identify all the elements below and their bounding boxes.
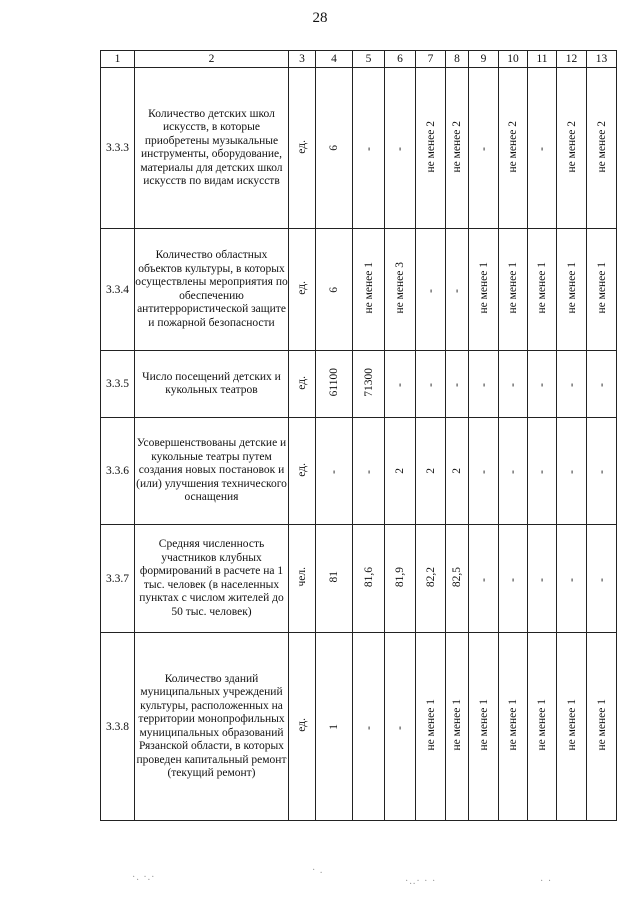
value-text: не менее 2 (595, 120, 608, 173)
value-text: 81 (328, 571, 340, 583)
value-text: 6 (328, 286, 340, 293)
value-text: - (424, 288, 437, 293)
value-text: 81,9 (394, 566, 406, 588)
table-row (101, 68, 617, 229)
value-text: 61100 (328, 368, 340, 397)
value-cell (353, 229, 385, 351)
value-cell (316, 525, 353, 633)
unit-label: ед. (296, 462, 308, 477)
unit-cell (289, 68, 316, 229)
table-row (101, 351, 617, 418)
value-text: 82,5 (451, 566, 463, 588)
value-cell (385, 418, 416, 525)
row-number: 3.3.8 (101, 633, 135, 821)
value-cell (416, 68, 446, 229)
value-cell (353, 418, 385, 525)
row-number: 3.3.7 (101, 525, 135, 633)
value-cell (469, 525, 499, 633)
value-text: - (565, 470, 578, 474)
value-cell (316, 351, 353, 418)
scan-artifact: ·. ·.· (132, 872, 156, 883)
value-cell (499, 229, 528, 351)
value-text: не менее 2 (451, 120, 463, 173)
value-text: 81,6 (362, 566, 375, 588)
value-cell (469, 351, 499, 418)
value-text: не менее 1 (536, 699, 548, 751)
value-cell (446, 68, 469, 229)
scan-artifact: · · (540, 876, 553, 887)
value-text: - (565, 383, 578, 387)
table-row (101, 525, 617, 633)
indicator-name: Средняя численность участников клубных формирований в расчете на 1 тыс. человек (в населенных пунктах с числом жителей до 50 тыс. человек) (135, 525, 289, 633)
value-text: - (362, 470, 375, 474)
indicator-name: Усовершенствованы детские и кукольные театры путем создания новых постановок и (или) улучшения технического оснащения (135, 418, 289, 525)
value-cell (587, 633, 617, 821)
value-cell (353, 68, 385, 229)
value-text: - (362, 725, 375, 730)
value-text: не менее 2 (565, 120, 578, 173)
value-text: - (536, 577, 548, 582)
value-cell (587, 68, 617, 229)
value-cell (499, 68, 528, 229)
value-cell (353, 351, 385, 418)
unit-cell (289, 525, 316, 633)
value-cell (469, 633, 499, 821)
value-cell (316, 68, 353, 229)
table-row (101, 229, 617, 351)
value-text: не менее 1 (362, 262, 375, 314)
value-text: 2 (424, 468, 437, 474)
value-text: - (477, 147, 490, 151)
value-cell (446, 229, 469, 351)
column-header: 7 (416, 51, 446, 68)
value-cell (416, 418, 446, 525)
value-cell (528, 68, 557, 229)
value-cell (557, 633, 587, 821)
row-number: 3.3.4 (101, 229, 135, 351)
value-text: - (328, 470, 340, 474)
value-cell (446, 351, 469, 418)
value-cell (499, 525, 528, 633)
column-header: 12 (557, 51, 587, 68)
value-text: - (424, 383, 437, 387)
value-text: - (394, 725, 406, 730)
value-text: 6 (328, 145, 340, 151)
value-text: не менее 1 (424, 699, 437, 751)
value-cell (316, 229, 353, 351)
column-header: 10 (499, 51, 528, 68)
value-text: 1 (328, 723, 340, 730)
indicators-table (100, 50, 617, 821)
unit-label: ед. (296, 281, 308, 295)
indicator-name: Количество зданий муниципальных учреждений культуры, расположенных на территории монопрофильных муниципальных образований Рязанской области, в которых проведен капитальный ремонт (текущий ремонт) (135, 633, 289, 821)
unit-cell (289, 418, 316, 525)
value-text: не менее 2 (507, 120, 519, 173)
column-header: 9 (469, 51, 499, 68)
value-text: - (595, 383, 608, 387)
column-header: 13 (587, 51, 617, 68)
unit-label: ед. (296, 718, 308, 732)
value-cell (499, 633, 528, 821)
column-header: 8 (446, 51, 469, 68)
value-text: не менее 1 (536, 262, 548, 314)
value-cell (587, 351, 617, 418)
page-number: 28 (312, 10, 328, 26)
value-text: не менее 3 (394, 262, 406, 314)
value-text: не менее 1 (565, 262, 578, 314)
value-text: - (451, 288, 463, 293)
value-text: - (477, 577, 490, 582)
value-cell (587, 525, 617, 633)
column-number-row (101, 51, 617, 68)
value-cell (446, 525, 469, 633)
value-text: 2 (451, 468, 463, 474)
value-cell (385, 633, 416, 821)
value-text: - (565, 577, 578, 582)
column-header: 3 (289, 51, 316, 68)
value-cell (385, 351, 416, 418)
indicator-name: Количество детских школ искусств, в которые приобретены музыкальные инструменты, оборудование, материалы для детских школ искусств по видам искусств (135, 68, 289, 229)
value-text: 2 (394, 468, 406, 474)
value-text: не менее 1 (507, 699, 519, 751)
value-cell (446, 633, 469, 821)
value-cell (557, 351, 587, 418)
value-cell (446, 418, 469, 525)
value-cell (557, 525, 587, 633)
value-cell (528, 351, 557, 418)
value-text: - (536, 470, 548, 474)
scan-artifact: · . (312, 865, 324, 876)
value-text: - (394, 147, 406, 151)
value-cell (499, 418, 528, 525)
column-header: 1 (101, 51, 135, 68)
row-number: 3.3.6 (101, 418, 135, 525)
value-text: 82,2 (424, 566, 437, 588)
value-cell (528, 229, 557, 351)
value-text: - (451, 383, 463, 387)
unit-cell (289, 229, 316, 351)
value-cell (353, 525, 385, 633)
value-cell (528, 633, 557, 821)
value-text: - (362, 147, 375, 151)
value-text: не менее 1 (451, 699, 463, 751)
value-cell (499, 351, 528, 418)
table-row (101, 418, 617, 525)
value-text: не менее 1 (477, 699, 490, 751)
value-text: не менее 1 (595, 699, 608, 751)
unit-label: ед. (296, 139, 308, 154)
column-header: 5 (353, 51, 385, 68)
unit-label: чел. (296, 567, 308, 587)
value-cell (528, 418, 557, 525)
value-text: - (477, 383, 490, 387)
value-cell (316, 418, 353, 525)
scan-artifact: ·..· · · (405, 876, 437, 887)
value-cell (416, 229, 446, 351)
value-text: - (536, 147, 548, 151)
value-cell (557, 418, 587, 525)
column-header: 6 (385, 51, 416, 68)
column-header: 2 (135, 51, 289, 68)
value-cell (557, 229, 587, 351)
unit-cell (289, 351, 316, 418)
column-header: 4 (316, 51, 353, 68)
table-row (101, 633, 617, 821)
value-text: не менее 1 (477, 262, 490, 314)
value-cell (385, 68, 416, 229)
value-text: - (595, 577, 608, 582)
value-cell (416, 351, 446, 418)
value-cell (385, 525, 416, 633)
value-text: не менее 1 (565, 699, 578, 751)
value-cell (587, 418, 617, 525)
value-text: - (507, 577, 519, 582)
value-cell (416, 633, 446, 821)
value-text: - (595, 470, 608, 474)
value-cell (557, 68, 587, 229)
indicator-name: Количество областных объектов культуры, в которых осуществлены мероприятия по обеспечению антитеррористической защите и пожарной безопасности (135, 229, 289, 351)
value-cell (385, 229, 416, 351)
value-cell (353, 633, 385, 821)
value-text: не менее 1 (595, 262, 608, 314)
value-text: - (477, 470, 490, 474)
value-cell (587, 229, 617, 351)
unit-cell (289, 633, 316, 821)
value-cell (469, 68, 499, 229)
value-text: - (394, 383, 406, 387)
row-number: 3.3.5 (101, 351, 135, 418)
value-text: 71300 (362, 368, 375, 397)
value-text: не менее 1 (507, 262, 519, 314)
column-header: 11 (528, 51, 557, 68)
indicator-name: Число посещений детских и кукольных театров (135, 351, 289, 418)
value-cell (469, 418, 499, 525)
row-number: 3.3.3 (101, 68, 135, 229)
value-cell (416, 525, 446, 633)
value-cell (316, 633, 353, 821)
value-cell (469, 229, 499, 351)
value-text: - (536, 383, 548, 387)
value-text: - (507, 383, 519, 387)
unit-label: ед. (296, 375, 308, 390)
value-cell (528, 525, 557, 633)
value-text: не менее 2 (424, 120, 437, 173)
value-text: - (507, 470, 519, 474)
